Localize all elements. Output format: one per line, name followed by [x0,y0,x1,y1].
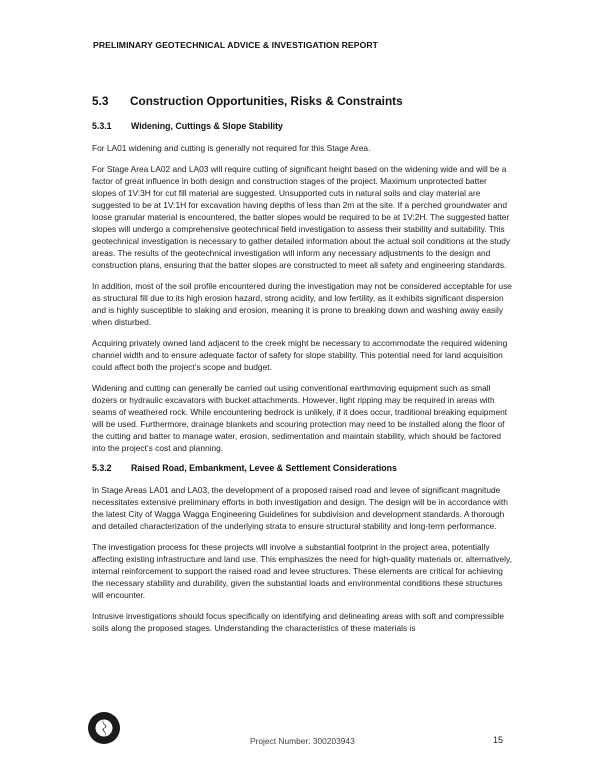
paragraph: Widening and cutting can generally be carried out using conventional earthmoving equipment such as small dozers or hydraulic excavators with bucket attachments. However, light ripping may be required in areas with seams of weathered rock. While encountering bedrock is unlikely, if it does occur, traditional breaking equipment will be used. Furthermore, drainage blankets and scouring protection may need to be installed along the floor of the cutting and batter to manage water, erosion, sedimentation and maintain stability, which should be factored into the project’s cost and planning. [92,382,508,454]
subsection-title: Widening, Cuttings & Slope Stability [131,121,283,131]
page-content [92,94,512,642]
paragraph: For Stage Area LA02 and LA03 will require cutting of significant height based on the widening wide and will be a factor of great influence in both design and construction stages of the project. Maximum unprotected batter slopes of 1V:3H for cut fill material are suggested. Unsupported cuts in natural soils and clay material are suggested to be at 1V:1H for excavation having depths of less than 2m at the site. If a perched groundwater and loose granular material is encountered, the batter slopes would be required to be at 1V:2H. The suggested batter slopes will undergo a comprehensive geotechnical field investigation to assess their stability and suitability. This geotechnical investigation is necessary to gather detailed information about the actual soil conditions at the study areas. The results of the geotechnical investigation will inform any necessary adjustments to the design and construction plans, ensuring that the batter slopes are constructed to meet all safety and engineering standards. [92,163,511,271]
paragraph: The investigation process for these projects will involve a substantial footprint in the project area, potentially affecting existing infrastructure and land use. This emphasizes the need for high-quality materials or, alternatively, internal reinforcement to support the raised road and levee structures. These elements are critical for achieving the necessary stability and durability, given the substantial loads and environmental conditions these structures will encounter. [92,541,512,600]
subsection-heading-2 [92,463,512,473]
subsection-title: Raised Road, Embankment, Levee & Settlement Considerations [131,462,397,473]
subsection-number: 5.3.2 [92,462,112,473]
paragraph: Acquiring privately owned land adjacent to the creek might be necessary to accommodate the required widening channel width and to ensure adequate factor of safety for slope stability. This potential need for land acquisition could affect both the project’s scope and budget. [92,337,508,372]
subsection-heading-1 [92,121,512,131]
page-number: 15 [493,735,504,745]
section-number: 5.3 [92,94,109,108]
paragraph: For LA01 widening and cutting is generally not required for this Stage Area. [92,143,371,153]
section-title: Construction Opportunities, Risks & Constraints [130,94,403,108]
paragraph: In addition, most of the soil profile encountered during the investigation may not be considered acceptable for use as structural fill due to its high erosion hazard, strong acidity, and low fertility, as it exhibits significant dispersion and is highly susceptible to slaking and erosion, meaning it is prone to breaking down and washing away easily when disturbed. [92,280,512,328]
project-number: Project Number: 300203943 [250,736,355,746]
subsection-number: 5.3.1 [92,121,112,131]
paragraph: Intrusive investigations should focus specifically on identifying and delineating areas with soft and compressible soils along the proposed stages. Understanding the characteristics of these materials is [92,610,505,633]
paragraph: In Stage Areas LA01 and LA03, the development of a proposed raised road and levee of significant magnitude necessitates extensive preliminary efforts in both investigation and design. The design will be in accordance with the latest City of Wagga Wagga Engineering Guidelines for subdivision and development standards. A thorough and detailed characterization of the underlying strata to ensure structural stability and long-term performance. [92,484,508,531]
running-header: PRELIMINARY GEOTECHNICAL ADVICE & INVESTIGATION REPORT [93,40,379,50]
company-logo-icon [88,712,120,744]
section-heading [92,94,512,108]
